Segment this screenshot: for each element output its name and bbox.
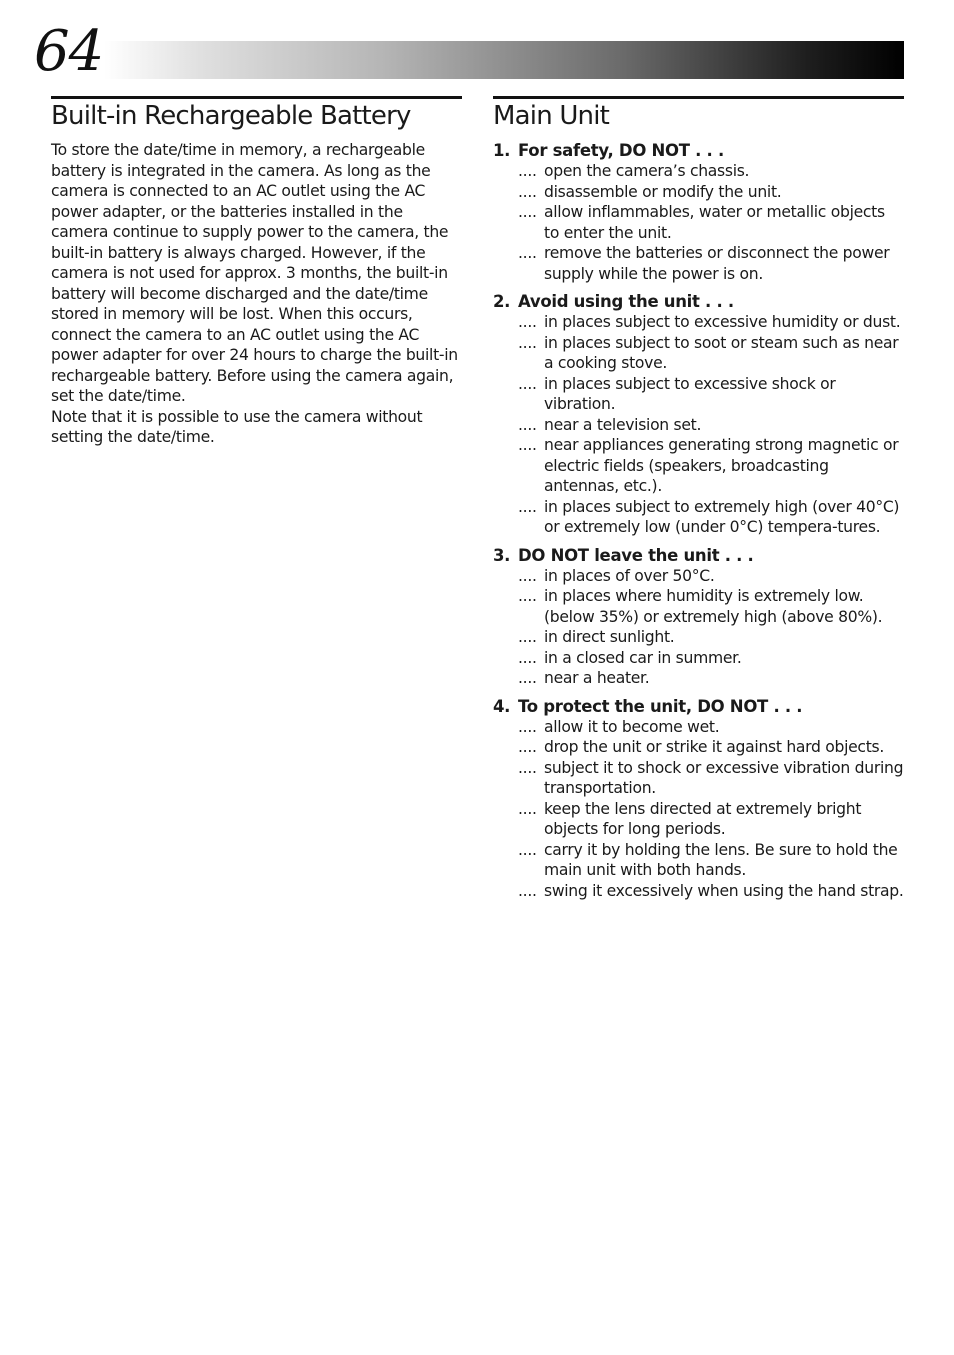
list-item-text: in places where humidity is extremely low. (below 35%) or extremely high (above 80%). xyxy=(544,587,883,626)
main-unit-section-title: Main Unit xyxy=(493,96,904,132)
battery-section xyxy=(51,96,462,448)
list-item-text: keep the lens directed at extremely bright objects for long periods. xyxy=(544,799,862,838)
dots-bullet: .... xyxy=(518,415,537,434)
precaution-group-leave xyxy=(493,545,904,689)
group-heading xyxy=(493,140,904,161)
precaution-group-protect xyxy=(493,696,904,902)
list-item xyxy=(493,799,904,840)
dots-bullet: .... xyxy=(518,648,537,667)
page-number: 64 xyxy=(34,19,104,84)
battery-section-title: Built-in Rechargeable Battery xyxy=(51,96,462,132)
battery-paragraph: To store the date/time in memory, a rechargeable battery is integrated in the camera. As long as the camera is connected to an AC outlet using the AC power adapter, or the batteries installed in the camera continue to supply power to the camera, the built-in battery is always charged. However, if the camera is not used for approx. 3 months, the built-in battery will become discharged and the date/time stored in memory will be lost. When this occurs, connect the camera to an AC outlet using the AC power adapter for over 24 hours to charge the built-in rechargeable battery. Before using the camera again, set the date/time. xyxy=(51,141,458,405)
group-heading xyxy=(493,545,904,566)
list-item-text: subject it to shock or excessive vibration during transportation. xyxy=(544,758,904,797)
group-number: 2. xyxy=(493,292,511,311)
list-item xyxy=(493,312,904,333)
list-item-text: near a heater. xyxy=(544,669,650,687)
group-number: 4. xyxy=(493,696,511,716)
list-item-text: in places of over 50°C. xyxy=(544,566,715,585)
list-item-text: near appliances generating strong magnetic or electric fields (speakers, broadcasting antennas, etc.). xyxy=(544,436,899,495)
group-heading xyxy=(493,696,904,717)
list-item-text: in places subject to excessive shock or vibration. xyxy=(544,374,836,413)
group-number: 1. xyxy=(493,141,511,160)
list-item-text: in places subject to extremely high (over 40°C) or extremely low (under 0°C) tempera-tures. xyxy=(544,497,900,536)
list-item-text: in places subject to soot or steam such as near a cooking stove. xyxy=(544,333,899,372)
group-heading xyxy=(493,291,904,312)
list-item xyxy=(493,333,904,374)
dots-bullet: .... xyxy=(518,566,537,585)
precaution-group-avoid xyxy=(493,291,904,538)
dots-bullet: .... xyxy=(518,628,537,646)
list-item xyxy=(493,648,904,669)
dots-bullet: .... xyxy=(518,436,537,454)
list-item-text: near a television set. xyxy=(544,415,702,434)
dots-bullet: .... xyxy=(518,881,537,900)
list-item xyxy=(493,627,904,648)
list-item xyxy=(493,840,904,881)
group-number: 3. xyxy=(493,545,511,565)
precaution-group-safety xyxy=(493,140,904,284)
list-item-text: open the camera’s chassis. xyxy=(544,162,750,180)
list-item-text: drop the unit or strike it against hard objects. xyxy=(544,738,884,756)
list-item xyxy=(493,668,904,689)
dots-bullet: .... xyxy=(518,182,537,201)
group-heading-text: For safety, DO NOT . . . xyxy=(518,141,724,160)
dots-bullet: .... xyxy=(518,244,537,262)
dots-bullet: .... xyxy=(518,669,537,687)
dots-bullet: .... xyxy=(518,587,537,605)
list-item xyxy=(493,717,904,738)
list-item xyxy=(493,243,904,284)
list-item xyxy=(493,758,904,799)
dots-bullet: .... xyxy=(518,374,537,393)
list-item-text: allow inflammables, water or metallic objects to enter the unit. xyxy=(544,203,885,242)
dots-bullet: .... xyxy=(518,717,537,736)
dots-bullet: .... xyxy=(518,203,537,221)
dots-bullet: .... xyxy=(518,333,537,352)
list-item xyxy=(493,586,904,627)
header-gradient-bar xyxy=(104,41,904,79)
dots-bullet: .... xyxy=(518,758,537,777)
list-item xyxy=(493,161,904,182)
battery-paragraph: Note that it is possible to use the camera without setting the date/time. xyxy=(51,407,423,446)
list-item xyxy=(493,497,904,538)
dots-bullet: .... xyxy=(518,799,537,818)
list-item-text: remove the batteries or disconnect the power supply while the power is on. xyxy=(544,244,890,283)
list-item-text: allow it to become wet. xyxy=(544,717,720,736)
dots-bullet: .... xyxy=(518,162,537,180)
dots-bullet: .... xyxy=(518,313,537,331)
list-item xyxy=(493,737,904,758)
list-item-text: swing it excessively when using the hand strap. xyxy=(544,881,904,900)
list-item xyxy=(493,881,904,902)
list-item-text: in direct sunlight. xyxy=(544,628,675,646)
battery-body xyxy=(51,140,462,448)
list-item xyxy=(493,415,904,436)
group-heading-text: To protect the unit, DO NOT . . . xyxy=(518,696,803,716)
group-heading-text: Avoid using the unit . . . xyxy=(518,292,734,311)
list-item xyxy=(493,202,904,243)
dots-bullet: .... xyxy=(518,840,537,859)
list-item xyxy=(493,566,904,587)
list-item-text: in a closed car in summer. xyxy=(544,648,742,667)
dots-bullet: .... xyxy=(518,738,537,756)
list-item xyxy=(493,435,904,497)
group-heading-text: DO NOT leave the unit . . . xyxy=(518,545,754,565)
list-item-text: in places subject to excessive humidity or dust. xyxy=(544,313,901,331)
list-item xyxy=(493,374,904,415)
dots-bullet: .... xyxy=(518,497,537,516)
list-item xyxy=(493,182,904,203)
main-unit-section xyxy=(493,96,904,908)
list-item-text: carry it by holding the lens. Be sure to hold the main unit with both hands. xyxy=(544,840,898,879)
list-item-text: disassemble or modify the unit. xyxy=(544,182,782,201)
